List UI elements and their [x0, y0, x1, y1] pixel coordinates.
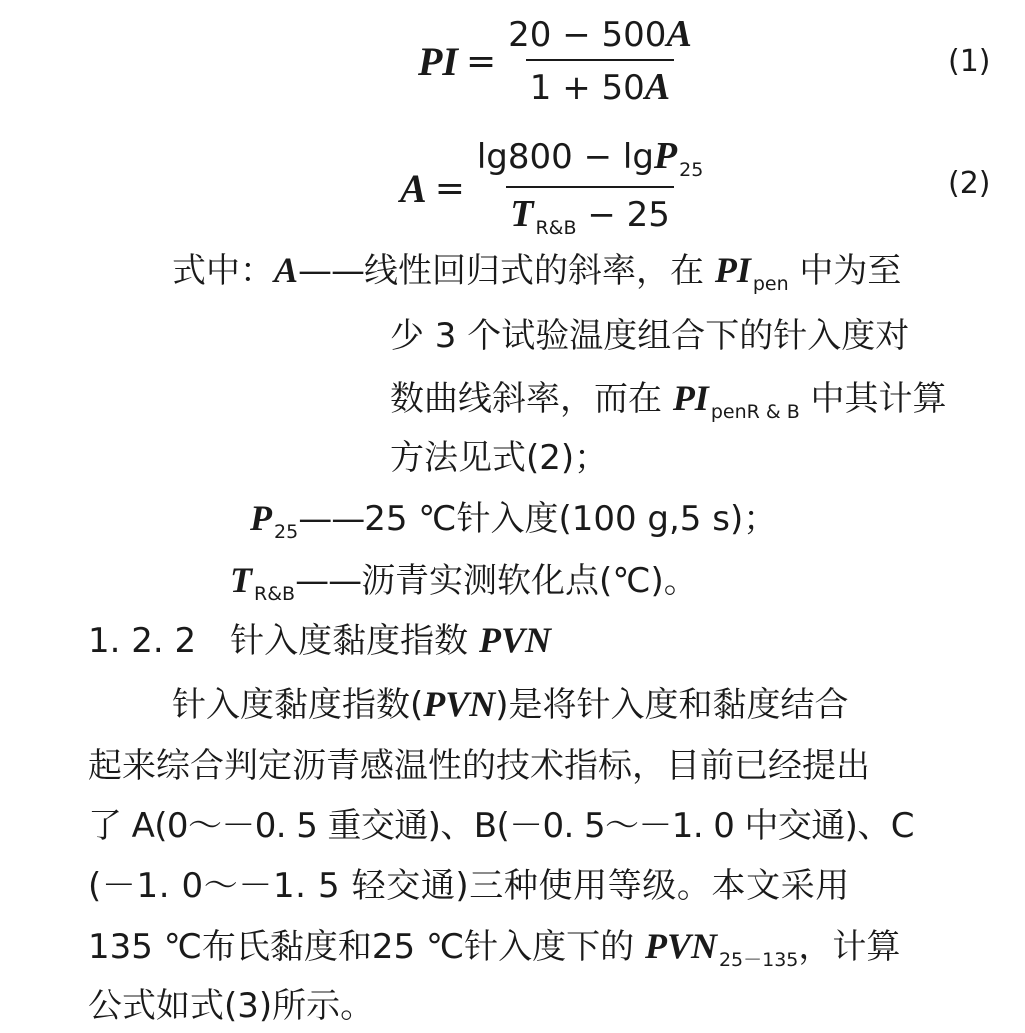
- definition-a-line-3: 数曲线斜率，而在 PI $_{penR \& B}$ 中其计算: [390, 378, 947, 423]
- variable-a: A: [274, 250, 299, 290]
- fraction-1: [504, 14, 696, 108]
- section-number: 1. 2. 2: [88, 621, 197, 661]
- equation-2-number: (2): [948, 166, 991, 201]
- paragraph-line-4: (－1. 0～－1. 5 轻交通)三种使用等级。本文采用: [88, 866, 850, 906]
- where-label: 式中：: [172, 251, 274, 291]
- equation-1: [418, 14, 696, 108]
- definition-trb: T $_{R\&B}$——沥青实测软化点(℃)。: [230, 560, 698, 605]
- equals-sign: =: [466, 40, 497, 82]
- fraction-1-numerator: 20 − 500A: [508, 13, 692, 55]
- paragraph-line-5: 135 ℃布氏黏度和25 ℃针入度下的 PVN $_{25-135}$，计算: [88, 926, 901, 971]
- fraction-2-numerator: lg800 − lgP $_{25}$: [476, 135, 704, 181]
- paragraph-line-6: 公式如式(3)所示。: [88, 986, 375, 1026]
- definition-a-line-4: 方法见式(2)；: [390, 438, 609, 478]
- paragraph-line-1: 针入度黏度指数(PVN)是将针入度和黏度结合: [172, 684, 849, 725]
- equation-2: [400, 136, 707, 240]
- equals-sign: =: [434, 167, 465, 209]
- paragraph-line-2: 起来综合判定沥青感温性的技术指标，目前已经提出: [88, 746, 870, 786]
- section-heading: 1. 2. 2 针入度黏度指数 PVN: [88, 620, 551, 661]
- fraction-1-denominator: 1 + 50A: [526, 59, 674, 108]
- fraction-2-denominator: T $_{R\&B}$ − 25: [506, 186, 674, 240]
- equation-1-lhs: PI: [418, 38, 458, 84]
- paragraph-line-3: 了 A(0～－0. 5 重交通)、B(－0. 5～－1. 0 中交通)、C: [88, 806, 914, 846]
- equation-2-lhs: A: [400, 165, 427, 211]
- equation-1-number: (1): [948, 44, 991, 79]
- definition-a-line-2: 少 3 个试验温度组合下的针入度对: [390, 316, 910, 356]
- definition-a-line-1: 式中：A——线性回归式的斜率，在 PI $_{pen}$ 中为至: [172, 250, 902, 295]
- definition-p25: P $_{25}$——25 ℃针入度(100 g,5 s)；: [250, 498, 778, 543]
- fraction-2: [473, 136, 707, 240]
